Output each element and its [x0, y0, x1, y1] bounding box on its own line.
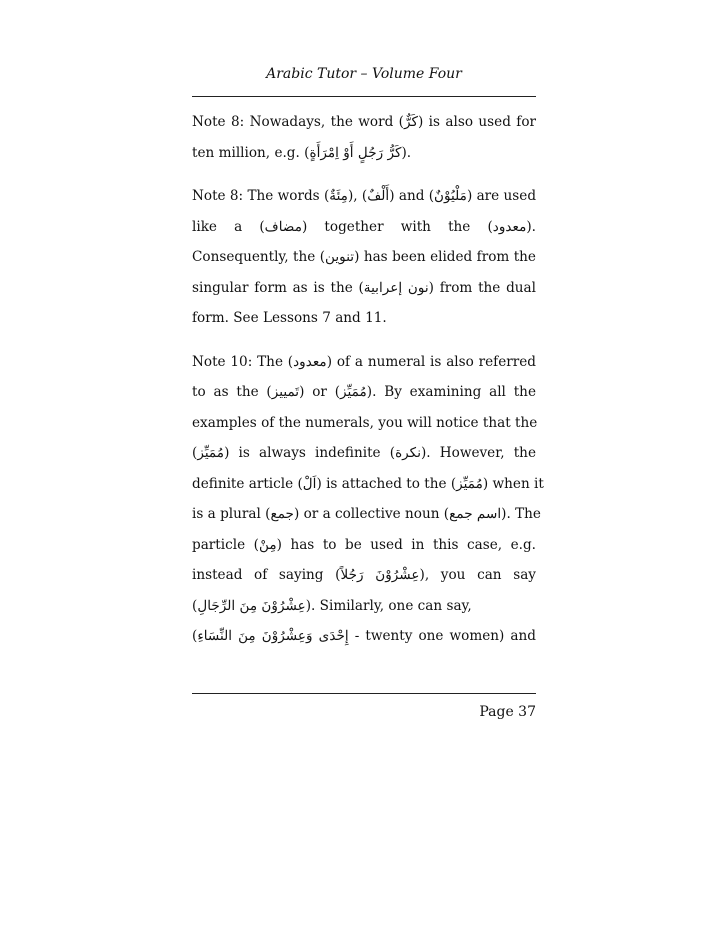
- footer-rule: [192, 693, 536, 694]
- text-line: (مُمَيِّز) is always indefinite (نكرة). However, the: [192, 445, 536, 461]
- running-header: Arabic Tutor – Volume Four: [266, 66, 462, 82]
- text-line: like a (مضاف) together with the (معدود).: [192, 218, 536, 235]
- text-line: is a plural (جمع) or a collective noun (اسم جمع). The: [192, 506, 541, 522]
- text-line: (إِحْدَى وَعِشْرُوْنَ مِنَ النِّسَاءِ - twenty one women) and: [192, 628, 536, 644]
- header-rule: [192, 96, 536, 97]
- text-line: particle (مِنْ) has to be used in this case, e.g.: [192, 536, 537, 553]
- text-line: to as the (تَمييز) or (مُمَيِّز). By examining all the: [192, 384, 536, 400]
- text-line: ten million, e.g. (كَرُّ رَجُلٍ أَوْ اِمْرَأَةٍ).: [192, 144, 412, 161]
- text-line: Note 8: The words (مِئَةٌ), (أَلْفٌ) and (مَلْيُوْنٌ) are used: [192, 188, 537, 204]
- note-paragraph: [192, 112, 536, 173]
- text-line: singular form as is the (نون إعرابية) from the dual: [192, 279, 536, 296]
- text-line: definite article (اَلْ) is attached to the (مُمَيِّز) when it: [192, 475, 544, 492]
- text-line: Consequently, the (تنوين) has been elided from the: [192, 249, 536, 265]
- text-line: Note 8: Nowadays, the word (كَرٌّ) is also used for: [192, 114, 537, 130]
- text-line: form. See Lessons 7 and 11.: [192, 310, 387, 326]
- text-line: (عِشْرُوْنَ مِنَ الرِّجَالِ). Similarly, one can say,: [192, 597, 472, 614]
- note-paragraph: [192, 186, 536, 339]
- text-line: instead of saying (عِشْرُوْنَ رَجُلاً), you can say: [192, 567, 536, 583]
- text-line: Note 10: The (معدود) of a numeral is also referred: [192, 353, 536, 370]
- page-number: Page 37: [479, 704, 536, 720]
- text-line: examples of the numerals, you will notice that the: [192, 414, 538, 431]
- page-body: [192, 112, 544, 657]
- note-paragraph: [192, 352, 544, 657]
